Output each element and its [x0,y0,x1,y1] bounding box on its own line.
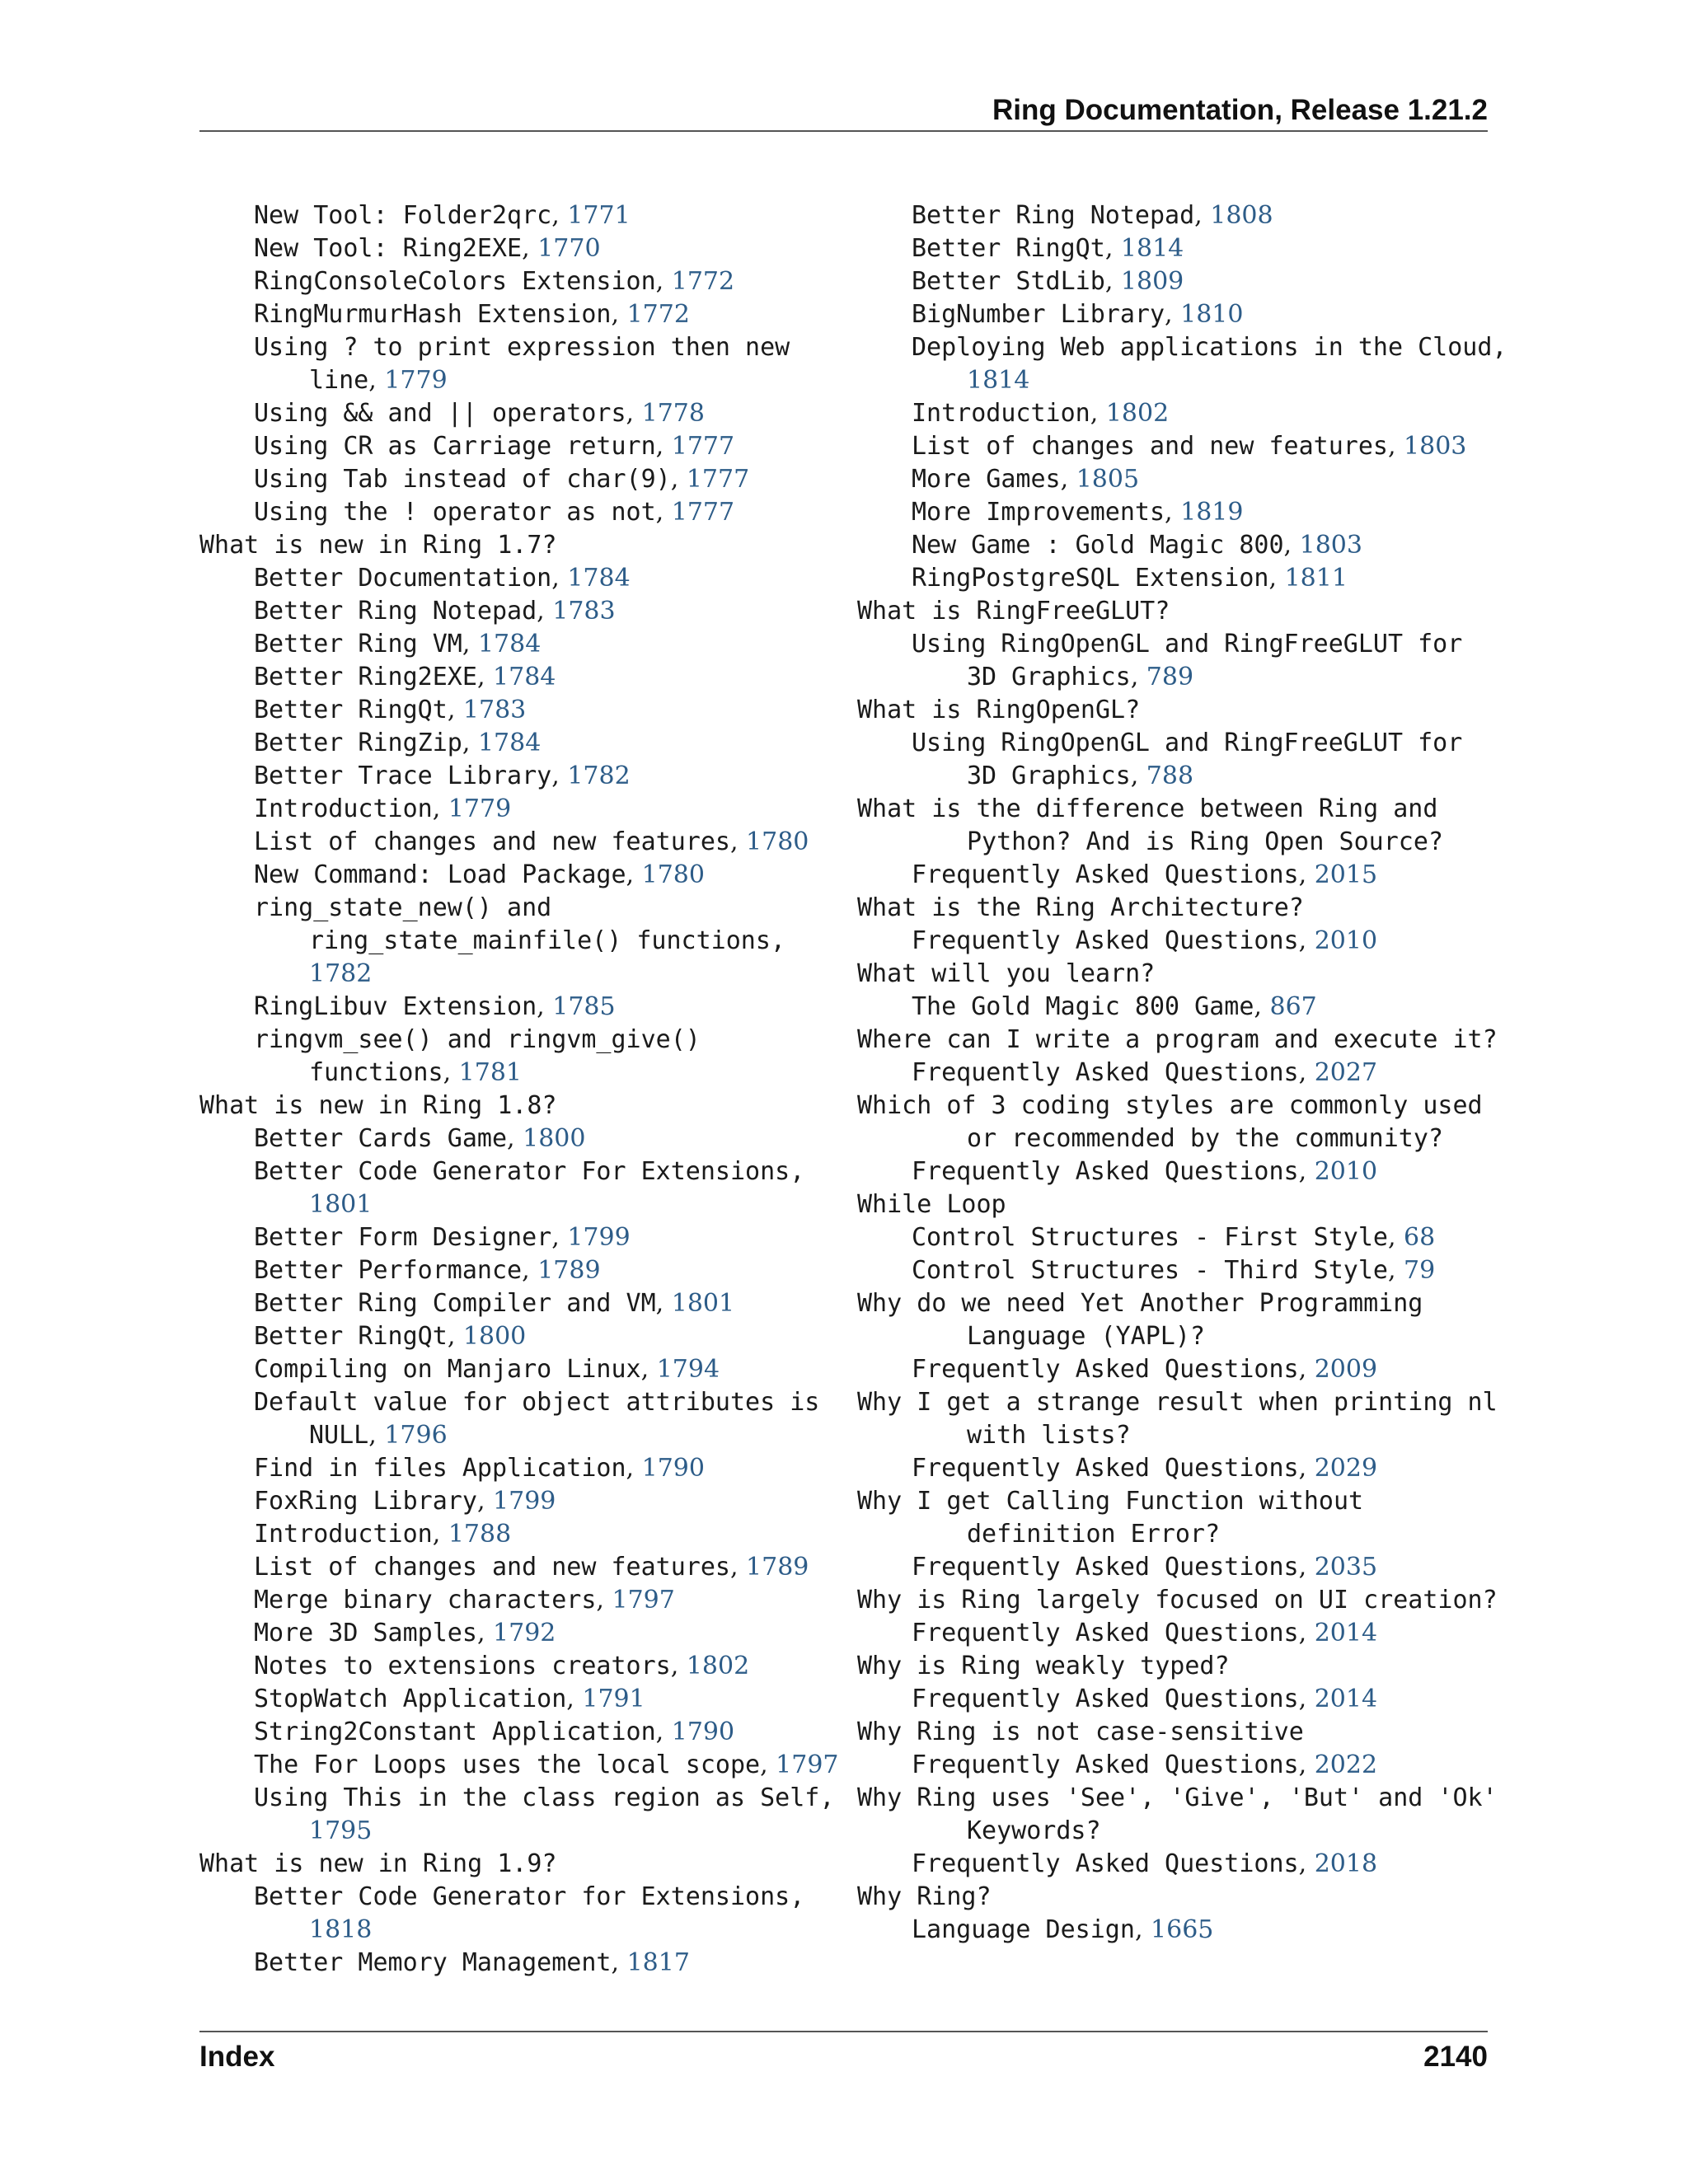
entry-text: Frequently Asked Questions [912,1685,1299,1713]
entry-text: Better Code Generator For Extensions, [254,1157,805,1186]
index-subentry: Better RingQt, 1814 [912,234,1184,263]
index-term [857,1485,1500,1518]
index-subentry [199,1024,842,1057]
entry-text: More Improvements [912,498,1165,527]
entry-text: Better Ring2EXE [254,663,477,691]
index-column-left [199,199,842,1980]
index-subentry: RingConsoleColors Extension, 1772 [254,267,735,296]
index-subentry [857,628,1500,661]
index-subentry [199,1881,842,1914]
page-link[interactable]: 1783 [552,597,616,626]
page-link[interactable]: 1780 [641,860,705,889]
page-link[interactable]: 789 [1146,663,1194,691]
page-link[interactable]: 1784 [477,630,542,658]
entry-text: Frequently Asked Questions [912,860,1299,889]
entry-text: Using ? to print expression then new [254,333,790,362]
page-link[interactable]: 1784 [567,564,631,593]
entry-text: ringvm_see() and ringvm_give() [254,1025,701,1054]
index-subentry [199,925,842,958]
page-link[interactable]: 2027 [1314,1058,1378,1087]
entry-text: Using This in the class region as Self, [254,1783,835,1812]
index-subentry: 3D Graphics, 788 [967,762,1194,790]
index-subentry: Frequently Asked Questions, 2010 [912,1157,1378,1186]
index-subentry: Frequently Asked Questions, 2014 [912,1685,1378,1713]
index-subentry: New Game : Gold Magic 800, 1803 [912,531,1362,560]
index-subentry: 3D Graphics, 789 [967,663,1194,691]
entry-text: The Gold Magic 800 Game [912,992,1254,1021]
page-link[interactable]: 1665 [1151,1915,1214,1944]
index-subentry: Better Ring Notepad, 1783 [254,597,616,626]
entry-text: New Command: Load Package [254,860,626,889]
index-subentry: New Command: Load Package, 1780 [254,860,705,889]
page-link[interactable]: 1791 [582,1685,645,1713]
index-subentry: Better Form Designer, 1799 [254,1223,631,1252]
index-subentry: Introduction, 1802 [912,399,1170,428]
index-subentry [857,1815,1500,1848]
entry-text: with lists? [967,1421,1131,1450]
page-link[interactable]: 1810 [1180,300,1244,329]
page-link[interactable]: 1785 [552,992,616,1021]
entry-text: Better Ring VM [254,630,462,658]
index-subentry [857,1320,1500,1353]
entry-text: Better Form Designer [254,1223,552,1252]
index-subentry: Better Memory Management, 1817 [254,1948,690,1977]
index-subentry: Better RingZip, 1784 [254,729,542,757]
index-subentry: Frequently Asked Questions, 2027 [912,1058,1378,1087]
entry-text: Better RingQt [912,234,1105,263]
page-link[interactable]: 1803 [1299,531,1362,560]
entry-text: Why is Ring weakly typed? [857,1652,1230,1680]
entry-text: More 3D Samples [254,1619,477,1647]
index-subentry: FoxRing Library, 1799 [254,1487,556,1516]
index-subentry: More Games, 1805 [912,465,1140,494]
page-link[interactable]: 1771 [567,201,631,230]
page-link[interactable]: 2010 [1314,1157,1378,1186]
entry-text: Frequently Asked Questions [912,926,1299,955]
entry-text: Better Code Generator for Extensions, [254,1882,805,1911]
page-link[interactable]: 2010 [1314,926,1378,955]
index-term [857,1716,1500,1749]
page-link[interactable]: 1800 [462,1322,527,1351]
entry-text: String2Constant Application [254,1718,656,1746]
index-subentry: NULL, 1796 [309,1421,448,1450]
index-term [857,1287,1500,1320]
index-subentry: Better StdLib, 1809 [912,267,1184,296]
index-term [857,892,1500,925]
entry-text: Python? And is Ring Open Source? [967,827,1443,856]
entry-text: Why I get Calling Function without [857,1487,1364,1516]
entry-text: Using the ! operator as not [254,498,656,527]
index-subentry [199,958,842,991]
entry-text: Frequently Asked Questions [912,1157,1299,1186]
index-subentry: Using Tab instead of char(9), 1777 [254,465,750,494]
page-link[interactable]: 2014 [1314,1619,1378,1647]
entry-text: List of changes and new features [254,1553,730,1582]
header-rule [199,130,1488,132]
entry-text: Which of 3 coding styles are commonly used [857,1091,1483,1120]
index-subentry [857,1122,1500,1155]
entry-text: Introduction [254,1520,433,1549]
page-link[interactable]: 1779 [448,794,512,823]
index-subentry: Frequently Asked Questions, 2010 [912,926,1378,955]
page-link[interactable]: 1800 [523,1124,586,1153]
entry-text: Why Ring? [857,1882,992,1911]
entry-text: Language Design [912,1915,1135,1944]
entry-text: Better RingQt [254,696,448,724]
entry-text: Frequently Asked Questions [912,1849,1299,1878]
page-link[interactable]: 1795 [309,1816,373,1845]
entry-text: RingPostgreSQL Extension [912,564,1269,593]
index-subentry: List of changes and new features, 1780 [254,827,809,856]
entry-text: Frequently Asked Questions [912,1750,1299,1779]
page-link[interactable]: 79 [1404,1256,1436,1285]
entry-text: RingMurmurHash Extension [254,300,612,329]
index-subentry: RingLibuv Extension, 1785 [254,992,616,1021]
entry-text: Why do we need Yet Another Programming [857,1289,1423,1318]
index-subentry: New Tool: Folder2qrc, 1771 [254,201,631,230]
page-link[interactable]: 1781 [458,1058,522,1087]
index-subentry: List of changes and new features, 1789 [254,1553,809,1582]
entry-text: Default value for object attributes is [254,1388,820,1417]
index-subentry [199,1188,842,1221]
index-subentry [199,1914,842,1947]
index-subentry: Using && and || operators, 1778 [254,399,705,428]
entry-text: Better Performance [254,1256,523,1285]
index-subentry: Frequently Asked Questions, 2018 [912,1849,1378,1878]
index-subentry: The Gold Magic 800 Game, 867 [912,992,1317,1021]
page-link[interactable]: 1802 [686,1652,750,1680]
index-subentry [199,892,842,925]
entry-text: Better Ring Notepad [254,597,537,626]
entry-text: 3D Graphics [967,762,1131,790]
page-link[interactable]: 1814 [967,366,1030,395]
index-subentry: List of changes and new features, 1803 [912,432,1467,461]
index-subentry: RingMurmurHash Extension, 1772 [254,300,690,329]
index-subentry [199,331,842,364]
index-term [857,1650,1500,1683]
entry-text: Frequently Asked Questions [912,1355,1299,1384]
entry-text: Why Ring is not case-sensitive [857,1718,1304,1746]
index-term [857,1782,1500,1815]
index-term [199,1090,842,1122]
index-term [857,694,1500,727]
index-subentry: Better Ring2EXE, 1784 [254,663,556,691]
page-link[interactable]: 1780 [746,827,809,856]
index-subentry: BigNumber Library, 1810 [912,300,1244,329]
entry-text: What is the difference between Ring and [857,794,1438,823]
page-link[interactable]: 2015 [1314,860,1378,889]
index-subentry: Language Design, 1665 [912,1915,1214,1944]
page-link[interactable]: 1799 [493,1487,556,1516]
page-link[interactable]: 1809 [1120,267,1184,296]
page-link[interactable]: 2022 [1314,1750,1378,1779]
index-subentry: line, 1779 [309,366,448,395]
page-link[interactable]: 1788 [448,1520,512,1549]
page-link[interactable]: 1802 [1105,399,1170,428]
entry-text: Better RingQt [254,1322,448,1351]
page-link[interactable]: 1805 [1076,465,1140,494]
entry-text: ring_state_mainfile() functions, [309,926,785,955]
entry-text: Frequently Asked Questions [912,1058,1299,1087]
entry-text: Frequently Asked Questions [912,1454,1299,1483]
entry-text: Where can I write a program and execute it? [857,1025,1498,1054]
page-link[interactable]: 1778 [641,399,705,428]
index-subentry: Better Performance, 1789 [254,1256,601,1285]
page-link[interactable]: 1818 [309,1915,373,1944]
page-link[interactable]: 1772 [626,300,690,329]
page-link[interactable]: 1777 [686,465,750,494]
page-link[interactable]: 1796 [384,1421,448,1450]
entry-text: Better Ring Notepad [912,201,1195,230]
entry-text: What is the Ring Architecture? [857,893,1304,922]
entry-text: FoxRing Library [254,1487,477,1516]
entry-text: Deploying Web applications in the Cloud, [912,333,1507,362]
entry-text: functions [309,1058,443,1087]
page-link[interactable]: 2035 [1314,1553,1378,1582]
entry-text: More Games [912,465,1061,494]
entry-text: List of changes and new features [912,432,1388,461]
entry-text: New Tool: Ring2EXE [254,234,523,263]
entry-text: Merge binary characters [254,1586,597,1615]
index-subentry [857,331,1507,364]
entry-text: List of changes and new features [254,827,730,856]
entry-text: or recommended by the community? [967,1124,1443,1153]
index-subentry [857,826,1500,859]
page-link[interactable]: 1779 [384,366,448,395]
index-subentry [199,1782,842,1815]
page-link[interactable]: 1797 [776,1750,839,1779]
entry-text: Using RingOpenGL and RingFreeGLUT for [912,729,1463,757]
entry-text: The For Loops uses the local scope [254,1750,761,1779]
index-subentry: Control Structures - First Style, 68 [912,1223,1436,1252]
index-subentry: Better RingQt, 1783 [254,696,527,724]
index-subentry: Find in files Application, 1790 [254,1454,705,1483]
page-link[interactable]: 1811 [1284,564,1348,593]
page-link[interactable]: 1801 [671,1289,735,1318]
entry-text: Language (YAPL)? [967,1322,1205,1351]
entry-text: What is new in Ring 1.9? [199,1849,557,1878]
index-subentry: Better Ring Notepad, 1808 [912,201,1273,230]
page-link[interactable]: 1782 [567,762,631,790]
index-subentry: StopWatch Application, 1791 [254,1685,645,1713]
entry-text: Why I get a strange result when printing nl [857,1388,1498,1417]
index-term [857,1386,1500,1419]
page-link[interactable]: 2029 [1314,1454,1378,1483]
index-term [199,1848,842,1881]
index-subentry [857,364,1500,397]
index-subentry: functions, 1781 [309,1058,522,1087]
index-subentry: String2Constant Application, 1790 [254,1718,735,1746]
page-link[interactable]: 1789 [746,1553,809,1582]
index-subentry: RingPostgreSQL Extension, 1811 [912,564,1348,593]
entry-text: RingConsoleColors Extension [254,267,656,296]
page-link[interactable]: 1770 [537,234,601,263]
page-link[interactable]: 1790 [671,1718,735,1746]
entry-text: Why Ring uses 'See', 'Give', 'But' and 'Ok' [857,1783,1498,1812]
index-subentry: Frequently Asked Questions, 2015 [912,860,1378,889]
page-link[interactable]: 867 [1269,992,1317,1021]
entry-text: Frequently Asked Questions [912,1553,1299,1582]
page-link[interactable]: 1784 [477,729,542,757]
entry-text: Using RingOpenGL and RingFreeGLUT for [912,630,1463,658]
page-link[interactable]: 1797 [612,1586,675,1615]
entry-text: ring_state_new() and [254,893,552,922]
entry-text: 3D Graphics [967,663,1131,691]
index-subentry: Frequently Asked Questions, 2022 [912,1750,1378,1779]
index-subentry: Better Documentation, 1784 [254,564,631,593]
index-subentry [857,727,1500,760]
entry-text: Using CR as Carriage return [254,432,656,461]
entry-text: What is RingFreeGLUT? [857,597,1170,626]
index-term [857,1024,1500,1057]
footer-rule [199,2031,1488,2032]
page-link[interactable]: 1808 [1210,201,1273,230]
index-subentry [199,1386,842,1419]
index-subentry: Better Ring VM, 1784 [254,630,542,658]
page-link[interactable]: 1792 [493,1619,556,1647]
entry-text: New Game : Gold Magic 800 [912,531,1284,560]
entry-text: What is new in Ring 1.8? [199,1091,557,1120]
index-subentry: Compiling on Manjaro Linux, 1794 [254,1355,720,1384]
entry-text: Introduction [254,794,433,823]
entry-text: Using && and || operators [254,399,626,428]
index-subentry: Using CR as Carriage return, 1777 [254,432,735,461]
index-subentry: Introduction, 1788 [254,1520,512,1549]
page-link[interactable]: 1790 [641,1454,705,1483]
index-subentry: Frequently Asked Questions, 2009 [912,1355,1378,1384]
index-subentry: Notes to extensions creators, 1802 [254,1652,750,1680]
page-link[interactable]: 1789 [537,1256,601,1285]
entry-text: definition Error? [967,1520,1221,1549]
entry-text: New Tool: Folder2qrc [254,201,552,230]
index-subentry: Better Ring Compiler and VM, 1801 [254,1289,735,1318]
page-link[interactable]: 1819 [1180,498,1244,527]
index-term [857,793,1500,826]
page-link[interactable]: 68 [1404,1223,1436,1252]
entry-text: While Loop [857,1190,1006,1219]
page-link[interactable]: 1803 [1404,432,1467,461]
entry-text: Control Structures - Third Style [912,1256,1388,1285]
entry-text: Frequently Asked Questions [912,1619,1299,1647]
index-subentry: The For Loops uses the local scope, 1797 [254,1750,839,1779]
index-subentry: More Improvements, 1819 [912,498,1244,527]
entry-text: NULL [309,1421,369,1450]
entry-text: Better Ring Compiler and VM [254,1289,656,1318]
page-link[interactable]: 1817 [626,1948,690,1977]
entry-text: RingLibuv Extension [254,992,537,1021]
page-link[interactable]: 1772 [671,267,735,296]
index-subentry [199,1815,842,1848]
page-link[interactable]: 1782 [309,959,373,988]
page-link[interactable]: 2018 [1314,1849,1378,1878]
index-subentry: Using the ! operator as not, 1777 [254,498,735,527]
page-link[interactable]: 2009 [1314,1355,1378,1384]
index-subentry [857,1419,1500,1452]
page-link[interactable]: 1814 [1120,234,1184,263]
entry-text: Introduction [912,399,1090,428]
index-subentry: Frequently Asked Questions, 2029 [912,1454,1378,1483]
index-subentry: Better Trace Library, 1782 [254,762,631,790]
index-subentry: Merge binary characters, 1797 [254,1586,675,1615]
index-term [857,1188,1500,1221]
page-link[interactable]: 1799 [567,1223,631,1252]
entry-text: Keywords? [967,1816,1101,1845]
page-link[interactable]: 1777 [671,498,735,527]
page-link[interactable]: 1784 [493,663,556,691]
index-subentry: New Tool: Ring2EXE, 1770 [254,234,601,263]
index-subentry: Control Structures - Third Style, 79 [912,1256,1436,1285]
entry-text: Better Cards Game [254,1124,508,1153]
index-subentry: Frequently Asked Questions, 2035 [912,1553,1378,1582]
entry-text: What will you learn? [857,959,1156,988]
index-term [857,958,1500,991]
entry-text: Better Documentation [254,564,552,593]
index-subentry [857,1518,1500,1551]
entry-text: BigNumber Library [912,300,1165,329]
entry-text: StopWatch Application [254,1685,567,1713]
page-link[interactable]: 2014 [1314,1685,1378,1713]
index-subentry: Better RingQt, 1800 [254,1322,527,1351]
entry-text: Notes to extensions creators [254,1652,671,1680]
index-subentry: Better Cards Game, 1800 [254,1124,586,1153]
entry-text: Better StdLib [912,267,1105,296]
index-subentry: Introduction, 1779 [254,794,512,823]
entry-text: Better RingZip [254,729,462,757]
entry-text: What is RingOpenGL? [857,696,1141,724]
index-column-right [857,199,1507,1947]
footer-section: Index [199,2041,275,2073]
header-title: Ring Documentation, Release 1.21.2 [992,94,1488,126]
index-subentry [199,1155,842,1188]
index-term [857,1090,1500,1122]
page-link[interactable]: 1794 [656,1355,720,1384]
entry-text: Find in files Application [254,1454,626,1483]
index-term [199,529,842,562]
page-link[interactable]: 788 [1146,762,1194,790]
index-term [857,595,1500,628]
entry-text: Compiling on Manjaro Linux [254,1355,641,1384]
footer-page-number: 2140 [1423,2041,1488,2073]
entry-text: Using Tab instead of char(9) [254,465,671,494]
page-link[interactable]: 1777 [671,432,735,461]
page-link[interactable]: 1801 [309,1190,373,1219]
entry-text: Better Memory Management [254,1948,612,1977]
index-term [857,1881,1500,1914]
entry-text: What is new in Ring 1.7? [199,531,557,560]
index-term [857,1584,1500,1617]
entry-text: line [309,366,369,395]
entry-text: Why is Ring largely focused on UI creation? [857,1586,1498,1615]
entry-text: Control Structures - First Style [912,1223,1388,1252]
index-subentry: Frequently Asked Questions, 2014 [912,1619,1378,1647]
entry-text: Better Trace Library [254,762,552,790]
index-subentry: More 3D Samples, 1792 [254,1619,556,1647]
page-link[interactable]: 1783 [462,696,527,724]
